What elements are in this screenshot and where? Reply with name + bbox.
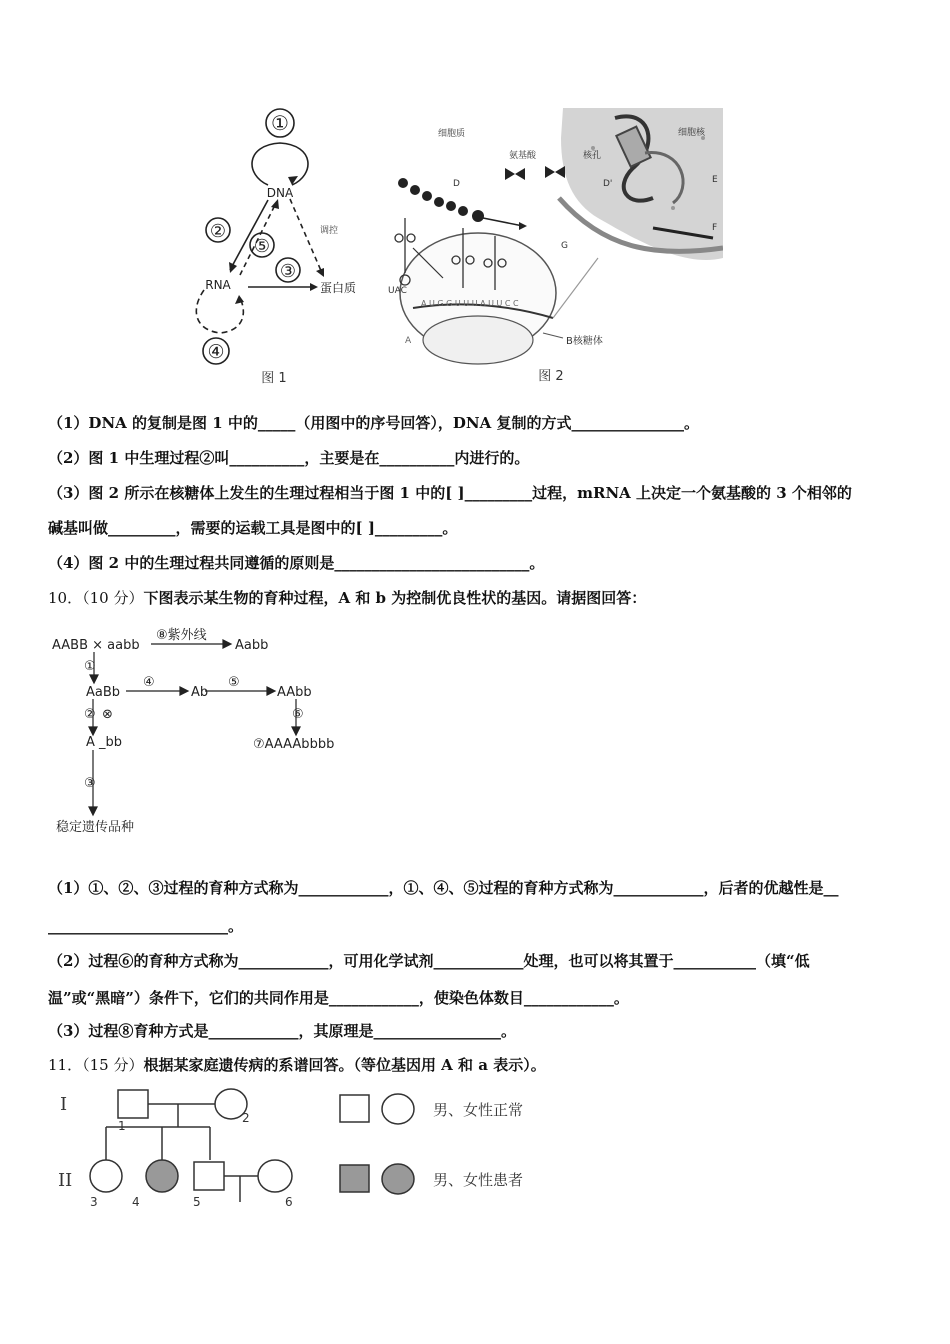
step-5-mark: ⑤	[228, 675, 240, 690]
q10-part-3: （3）过程⑧育种方式是____________，其原理是_________________。	[48, 1022, 516, 1040]
number-1: 1	[118, 1119, 126, 1133]
step-4-mark: ④	[143, 675, 155, 690]
label-d-prime: D'	[603, 179, 613, 189]
cytoplasm-label: 细胞质	[438, 129, 466, 139]
label-g: G	[561, 241, 568, 251]
breeding-diagram	[48, 625, 348, 840]
q10-title: 下图表示某生物的育种过程，A 和 b 为控制优良性状的基因。请据图回答：	[143, 589, 647, 607]
rna-label: RNA	[205, 278, 231, 292]
q11-number: 11．（15 分）	[48, 1056, 144, 1074]
self-mark: ⊗	[102, 707, 113, 722]
q9-part-2: （2）图 1 中生理过程②叫__________，主要是在__________内进行的。	[48, 449, 530, 467]
step-4-label: ④	[207, 341, 225, 363]
number-5: 5	[193, 1195, 201, 1209]
individual-5-male-normal	[194, 1162, 224, 1190]
q11-title: 根据某家庭遗传病的系谱回答。（等位基因用 A 和 a 表示）。	[143, 1056, 546, 1074]
step-3-mark: ③	[84, 776, 96, 791]
transcription-arrow	[230, 200, 271, 270]
polyploid-label: ⑦AAAAbbbb	[253, 737, 335, 752]
number-2: 2	[242, 1111, 250, 1125]
figure-1-central-dogma	[190, 105, 380, 390]
generation-1-label: I	[60, 1094, 68, 1115]
number-4: 4	[132, 1195, 140, 1209]
a-bb-label: A _bb	[86, 735, 123, 750]
q10-part-1b: ________________________。	[48, 917, 244, 935]
rna-replication-loop	[196, 290, 243, 333]
step-6-mark: ⑥	[292, 707, 304, 722]
uv-label: ⑧紫外线	[156, 628, 207, 643]
mrna-sequence: A U G G U U U A U U C C	[421, 299, 519, 308]
legend-male-normal	[340, 1095, 369, 1122]
dna-label: DNA	[266, 186, 294, 200]
legend-male-affected	[340, 1165, 369, 1192]
number-3: 3	[90, 1195, 98, 1209]
figure-1-caption: 图 1	[261, 371, 287, 386]
step-3-label: ③	[279, 261, 297, 282]
q9-part-1: （1）DNA 的复制是图 1 中的_____（用图中的序号回答），DNA 复制的方式_______________。	[48, 414, 699, 432]
replication-loop	[252, 143, 308, 185]
cross-label: AABB × aabb	[52, 638, 140, 653]
ab-label: Ab	[191, 685, 209, 700]
legend-affected-label: 男、女性患者	[433, 1171, 524, 1189]
step-2-label: ②	[209, 221, 227, 242]
legend-female-affected	[382, 1164, 414, 1194]
individual-4-female-affected	[146, 1160, 178, 1192]
q9-part-3a: （3）图 2 所示在核糖体上发生的生理过程相当于图 1 中的[ ]_________过程，mRNA 上决定一个氨基酸的 3 个相邻的	[48, 484, 852, 502]
codon-label: UAC	[388, 286, 407, 296]
stable-variety-label: 稳定遗传品种	[56, 820, 135, 835]
aabb-outcome: Aabb	[235, 638, 269, 653]
label-f: F	[712, 223, 718, 233]
generation-2-label: II	[58, 1170, 73, 1191]
individual-6-female-normal	[258, 1160, 292, 1192]
amino-acid-label: 氨基酸	[509, 151, 537, 161]
figure-2-translation	[383, 108, 723, 388]
number-6: 6	[285, 1195, 293, 1209]
pedigree-chart	[48, 1082, 568, 1212]
f1-label: AaBb	[86, 685, 121, 700]
pore-label: 核孔	[583, 151, 602, 161]
label-a: A	[405, 336, 412, 346]
q11-header	[48, 1054, 546, 1075]
individual-1-male-normal	[118, 1090, 148, 1118]
step-2-mark: ②	[84, 707, 96, 722]
q9-part-4: （4）图 2 中的生理过程共同遵循的原则是__________________________。	[48, 554, 545, 572]
individual-3-female-normal	[90, 1160, 122, 1192]
regulate-label: 调控	[320, 226, 339, 236]
nucleus-label: 细胞核	[678, 128, 706, 138]
q10-part-2b: 温”或“黑暗”）条件下，它们的共同作用是____________，使染色体数目____________。	[48, 989, 629, 1007]
q10-part-1a: （1）①、②、③过程的育种方式称为____________，①、④、⑤过程的育种方式称为____________，后者的优越性是__	[48, 879, 839, 897]
q10-number: 10．（10 分）	[48, 589, 144, 607]
legend-female-normal	[382, 1094, 414, 1124]
label-d: D	[453, 179, 460, 189]
step-1-label: ①	[271, 111, 289, 135]
q9-part-3b: 碱基叫做_________，需要的运载工具是图中的[ ]_________。	[48, 519, 458, 537]
ribosome-label: B核糖体	[566, 336, 603, 347]
figure-2-caption: 图 2	[538, 369, 564, 384]
label-e-visible: E	[712, 175, 718, 185]
legend-normal-label: 男、女性正常	[433, 1101, 524, 1119]
protein-label: 蛋白质	[320, 281, 357, 295]
step-1-mark: ①	[84, 659, 96, 674]
aabb-dh-label: AAbb	[277, 685, 312, 700]
q10-part-2a: （2）过程⑥的育种方式称为____________，可用化学试剂____________处理，也可以将其置于___________（填“低	[48, 952, 810, 970]
step-5-label: ⑤	[253, 236, 271, 257]
q10-header	[48, 587, 646, 608]
